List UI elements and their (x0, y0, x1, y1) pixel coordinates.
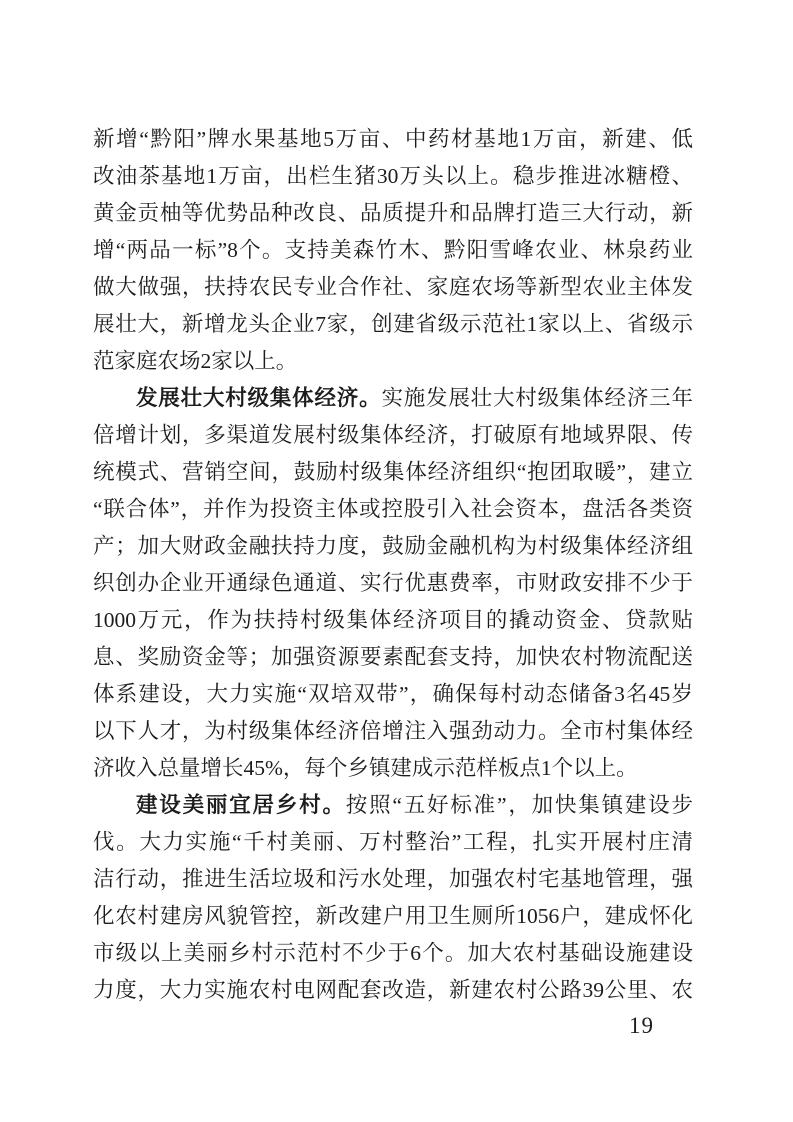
text-run: 息、奖励资金等；加强资源要素配套支持，加快农村物流配送 (93, 645, 693, 669)
text-line (93, 417, 693, 454)
text-line (93, 158, 693, 195)
text-line (93, 824, 693, 861)
text-run: 增“两品一标”8个。支持美森竹木、黔阳雪峰农业、林泉药业 (93, 238, 693, 262)
text-run: 产；加大财政金融扶持力度，鼓励金融机构为村级集体经济组 (93, 534, 693, 558)
text-line (93, 269, 693, 306)
text-line (93, 787, 693, 824)
text-run: 体系建设，大力实施“双培双带”，确保每村动态储备3名45岁 (93, 682, 693, 706)
text-run: 1000万元，作为扶持村级集体经济项目的撬动资金、贷款贴 (93, 608, 693, 632)
text-line (93, 528, 693, 565)
page-number: 19 (629, 1013, 654, 1038)
text-line (93, 121, 693, 158)
text-line (93, 491, 693, 528)
text-line (93, 380, 693, 417)
text-line (93, 639, 693, 676)
text-line (93, 602, 693, 639)
text-run: 倍增计划，多渠道发展村级集体经济，打破原有地域界限、传 (93, 423, 693, 447)
text-line (93, 195, 693, 232)
text-run: 做大做强，扶持农民专业合作社、家庭农场等新型农业主体发 (93, 275, 693, 299)
text-run: 新增“黔阳”牌水果基地5万亩、中药材基地1万亩，新建、低 (93, 127, 693, 151)
text-run: 市级以上美丽乡村示范村不少于6个。加大农村基础设施建设 (93, 941, 693, 965)
text-line (93, 676, 693, 713)
text-run: 统模式、营销空间，鼓励村级集体经济组织“抱团取暖”，建立 (93, 460, 693, 484)
text-run: 范家庭农场2家以上。 (93, 349, 298, 373)
text-line (93, 750, 693, 787)
text-line (93, 713, 693, 750)
text-run: 织创办企业开通绿色通道、实行优惠费率，市财政安排不少于 (93, 571, 693, 595)
text-run: 济收入总量增长45%，每个乡镇建成示范样板点1个以上。 (93, 756, 638, 780)
text-line (93, 232, 693, 269)
text-line (93, 935, 693, 972)
text-line (93, 898, 693, 935)
text-run: 以下人才，为村级集体经济倍增注入强劲动力。全市村集体经 (93, 719, 693, 743)
text-run: 黄金贡柚等优势品种改良、品质提升和品牌打造三大行动，新 (93, 201, 693, 225)
text-line (93, 306, 693, 343)
text-line (93, 861, 693, 898)
text-run: 展壮大，新增龙头企业7家，创建省级示范社1家以上、省级示 (93, 312, 693, 336)
text-run: 力度，大力实施农村电网配套改造，新建农村公路39公里、农 (93, 978, 693, 1002)
text-run: 实施发展壮大村级集体经济三年 (381, 386, 693, 410)
text-run: 按照“五好标准”，加快集镇建设步 (345, 793, 693, 817)
text-line (93, 343, 693, 380)
text-line (93, 565, 693, 602)
text-run: 改油茶基地1万亩，出栏生猪30万头以上。稳步推进冰糖橙、 (93, 164, 693, 188)
text-run: 伐。大力实施“千村美丽、万村整治”工程，扎实开展村庄清 (93, 830, 693, 854)
text-run: 洁行动，推进生活垃圾和污水处理，加强农村宅基地管理，强 (93, 867, 693, 891)
text-run: “联合体”，并作为投资主体或控股引入社会资本，盘活各类资 (93, 497, 693, 521)
body-text-block (93, 121, 693, 1009)
text-line (93, 972, 693, 1009)
paragraph-lead: 建设美丽宜居乡村。 (136, 793, 346, 817)
paragraph-lead: 发展壮大村级集体经济。 (136, 386, 382, 410)
text-line (93, 454, 693, 491)
text-run: 化农村建房风貌管控，新改建户用卫生厕所1056户，建成怀化 (93, 904, 693, 928)
